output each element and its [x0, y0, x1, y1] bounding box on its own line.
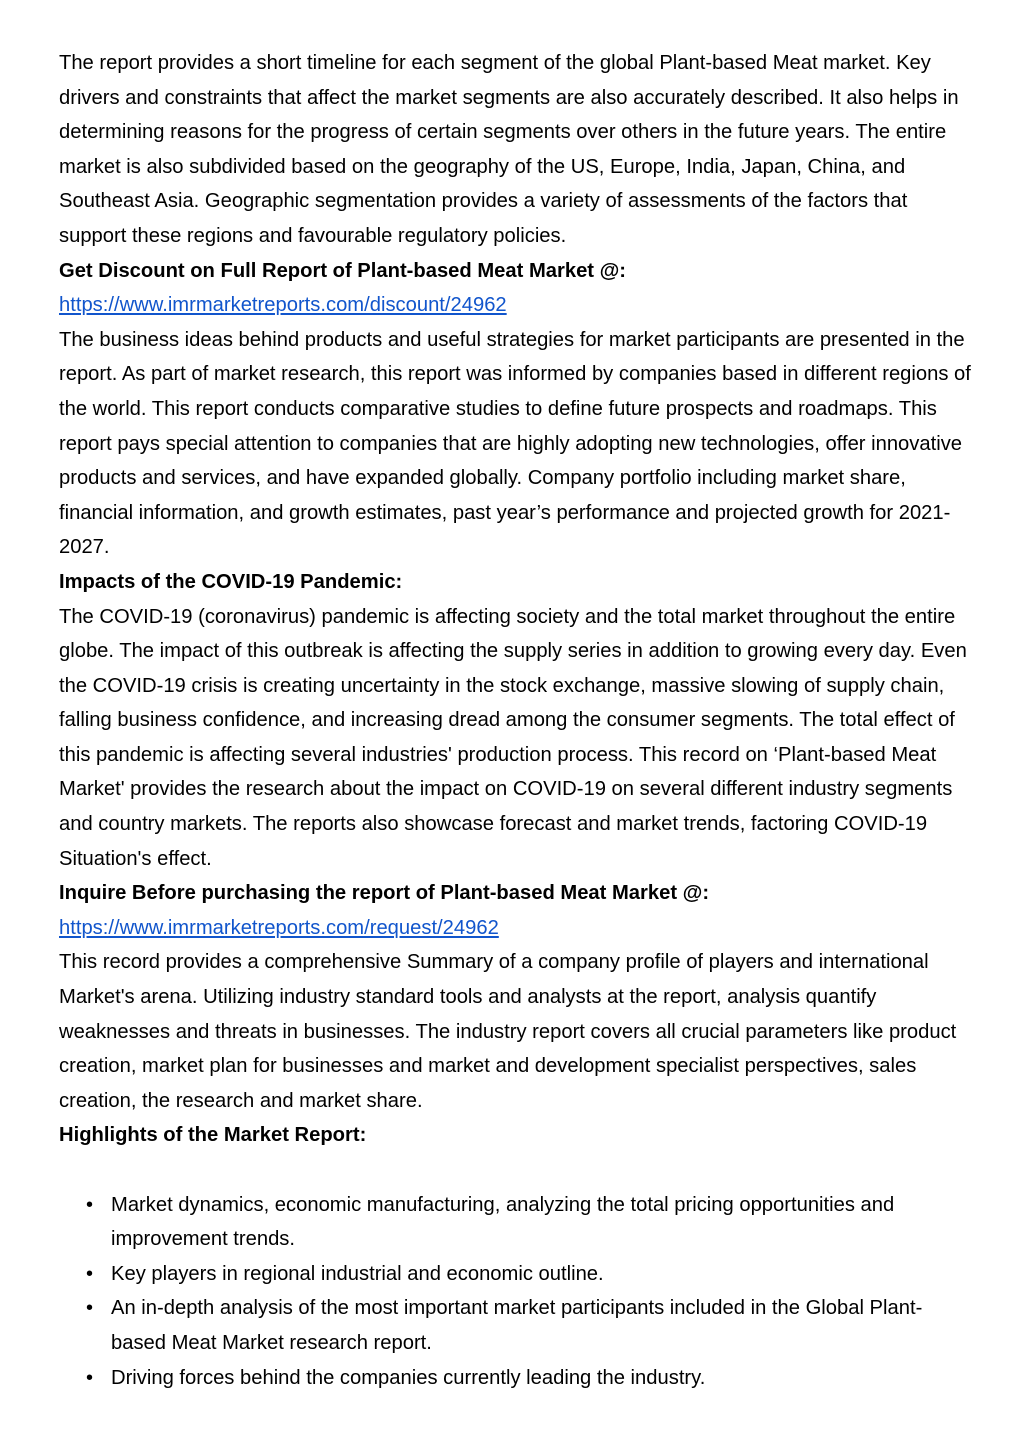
- discount-heading: Get Discount on Full Report of Plant-based Meat Market @:: [59, 259, 627, 282]
- list-item: [86, 1188, 971, 1257]
- inquire-link-line: [59, 911, 971, 946]
- discount-link-line: [59, 288, 971, 323]
- list-item: [86, 1291, 971, 1360]
- inquire-heading: Inquire Before purchasing the report of Plant-based Meat Market @:: [59, 882, 710, 905]
- list-item-text: Key players in regional industrial and economic outline.: [111, 1262, 604, 1285]
- intro-paragraph: The report provides a short timeline for each segment of the global Plant-based Meat market. Key drivers and constraints that affect the market segments are also accurately described. It also helps in determining reasons for the progress of certain segments over others in the future years. The entire market is also subdivided based on the geography of the US, Europe, India, Japan, China, and Southeast Asia. Geographic segmentation provides a variety of assessments of the factors that support these regions and favourable regulatory policies.: [59, 52, 959, 247]
- business-paragraph: The business ideas behind products and useful strategies for market participants are presented in the report. As part of market research, this report was informed by companies based in different regions of the world. This report conducts comparative studies to define future prospects and roadmaps. This report pays special attention to companies that are highly adopting new technologies, offer innovative products and services, and have expanded globally. Company portfolio including market share, financial information, and growth estimates, past year’s performance and projected growth for 2021-2027.: [59, 328, 971, 559]
- discount-link[interactable]: https://www.imrmarketreports.com/discount/24962: [59, 294, 507, 317]
- summary-paragraph: This record provides a comprehensive Summary of a company profile of players and international Market's arena. Utilizing industry standard tools and analysts at the report, analysis quantify weaknesses and threats in businesses. The industry report covers all crucial parameters like product creation, market plan for businesses and market and development specialist perspectives, sales creation, the research and market share.: [59, 951, 957, 1112]
- list-item: [86, 1257, 971, 1292]
- bullet-icon: •: [86, 1297, 94, 1320]
- covid-heading: Impacts of the COVID-19 Pandemic:: [59, 570, 403, 593]
- list-item-text: Driving forces behind the companies currently leading the industry.: [111, 1366, 706, 1389]
- list-item-text: An in-depth analysis of the most important market participants included in the Global Plant-based Meat Market research report.: [111, 1297, 923, 1354]
- bullet-icon: •: [86, 1193, 94, 1216]
- list-item: [86, 1361, 971, 1396]
- highlights-list: [59, 1188, 971, 1396]
- highlights-heading: Highlights of the Market Report:: [59, 1124, 367, 1147]
- inquire-link[interactable]: https://www.imrmarketreports.com/request/24962: [59, 916, 499, 939]
- covid-paragraph: The COVID-19 (coronavirus) pandemic is affecting society and the total market throughout the entire globe. The impact of this outbreak is affecting the supply series in addition to growing every day. Even the COVID-19 crisis is creating uncertainty in the stock exchange, massive slowing of supply chain, falling business confidence, and increasing dread among the consumer segments. The total effect of this pandemic is affecting several industries' production process. This record on ‘Plant-based Meat Market' provides the research about the impact on COVID-19 on several different industry segments and country markets. The reports also showcase forecast and market trends, factoring COVID-19 Situation's effect.: [59, 605, 967, 870]
- bullet-icon: •: [86, 1262, 94, 1285]
- document-page: [59, 46, 971, 1395]
- list-item-text: Market dynamics, economic manufacturing, analyzing the total pricing opportunities and improvement trends.: [111, 1193, 895, 1251]
- bullet-icon: •: [86, 1366, 94, 1389]
